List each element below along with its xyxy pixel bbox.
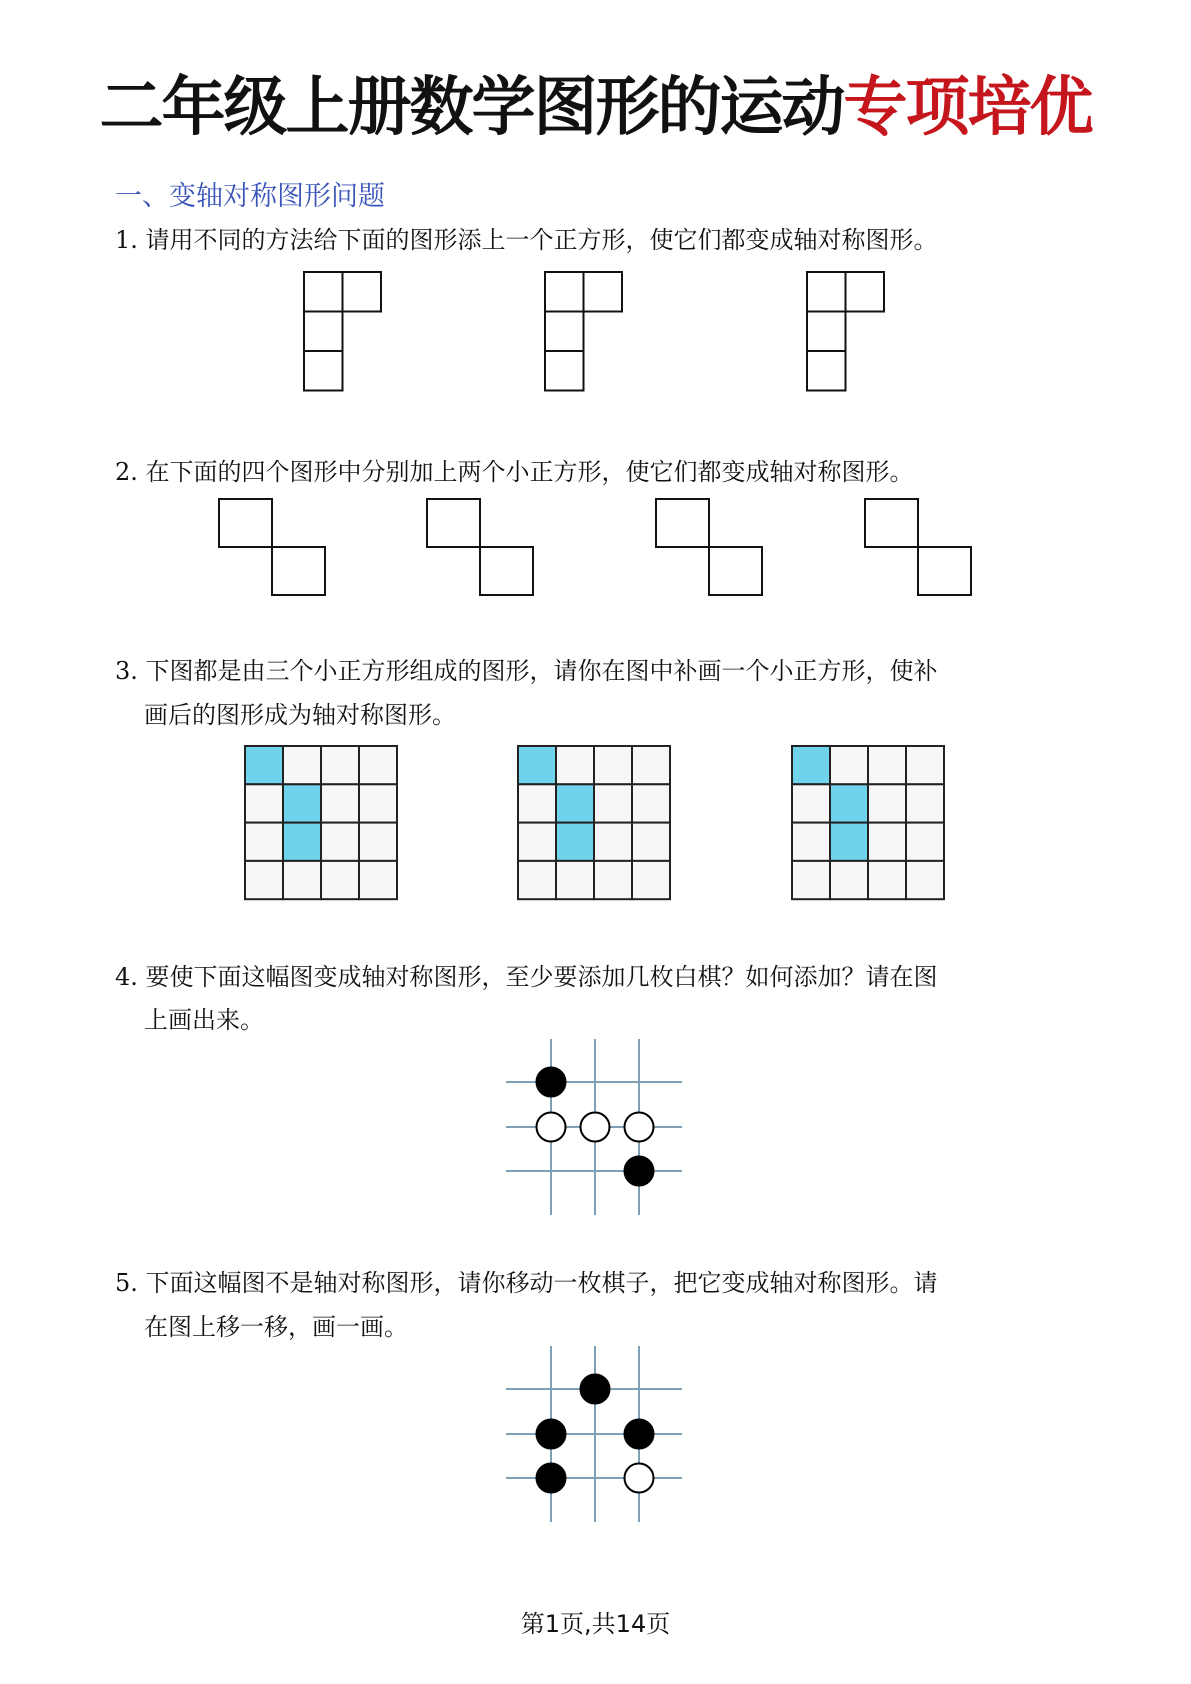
q4-board-black-stone [625,1157,654,1186]
q1-figure-1-square [304,272,343,312]
q2-figure-3-square [656,499,709,547]
q1-figure-3-square [846,272,885,312]
q3-grid-3-shaded-cell [830,784,868,822]
q3-grid-2-shaded-cell [556,784,594,822]
section-heading: 一、变轴对称图形问题 [115,181,385,212]
q3-grid-2-cell [556,746,594,784]
q2-figure-1-square [272,547,325,595]
q3-grid-3-cell [906,784,944,822]
q3-grid-1-cell [283,746,321,784]
q3-grid-2-shaded-cell [518,746,556,784]
q3-grid-1-cell [283,861,321,899]
q3-grid-1-shaded-cell [283,784,321,822]
q3-grid-1-cell [245,823,283,861]
page-number: 第1页,共14页 [520,1610,671,1638]
question-1-text: 1. 请用不同的方法给下面的图形添上一个正方形，使它们都变成轴对称图形。 [115,226,938,254]
q3-grid-2-cell [632,784,670,822]
q3-grid-3-cell [792,823,830,861]
q3-grid-3-shaded-cell [792,746,830,784]
q3-grid-2-cell [518,784,556,822]
q1-figure-1-square [304,312,343,352]
q1-figure-1-square [343,272,382,312]
title-red-part: 专项培优 [843,71,1092,145]
q3-grid-3-cell [868,746,906,784]
q3-grid-1-cell [321,746,359,784]
q1-figure-3-square [807,272,846,312]
q3-grid-2-cell [632,861,670,899]
q4-board-white-stone [625,1113,654,1142]
q5-board-black-stone [537,1464,566,1493]
q5-board-black-stone [581,1375,610,1404]
q3-grid-3-cell [830,746,868,784]
q3-grid-3-cell [792,784,830,822]
q3-grid-1-cell [321,861,359,899]
q2-figure-2-square [427,499,480,547]
q3-grid-1-cell [321,784,359,822]
q5-board-black-stone [537,1420,566,1449]
q1-figure-3-square [807,351,846,391]
question-4-text-cont: 上画出来。 [144,1006,264,1034]
q1-figure-3-square [807,312,846,352]
question-4-text: 4. 要使下面这幅图变成轴对称图形，至少要添加几枚白棋？如何添加？请在图 [115,963,938,991]
q3-grid-3-cell [868,861,906,899]
q3-grid-1-shaded-cell [245,746,283,784]
q2-figure-4-square [918,547,971,595]
q3-grid-2-cell [556,861,594,899]
q3-grid-1-cell [359,746,397,784]
q1-figure-2-square [545,312,584,352]
question-5-text-cont: 在图上移一移，画一画。 [144,1313,408,1341]
q4-board-white-stone [537,1113,566,1142]
q3-grid-2-cell [632,746,670,784]
q3-grid-1-cell [321,823,359,861]
q3-grid-3-cell [830,861,868,899]
q3-grid-2-cell [518,823,556,861]
q3-grid-1-cell [359,823,397,861]
q3-grid-1-shaded-cell [283,823,321,861]
q5-board-white-stone [625,1464,654,1493]
q4-board-black-stone [537,1068,566,1097]
q3-grid-2-cell [594,784,632,822]
q1-figure-2-square [584,272,623,312]
q3-grid-1-cell [245,784,283,822]
q3-grid-2-cell [594,746,632,784]
q3-grid-3-cell [792,861,830,899]
q3-grid-1-cell [245,861,283,899]
question-3-text: 3. 下图都是由三个小正方形组成的图形，请你在图中补画一个小正方形，使补 [115,657,938,685]
q1-figure-1-square [304,351,343,391]
q2-figure-1-square [219,499,272,547]
q3-grid-1-cell [359,861,397,899]
q1-figure-2-square [545,272,584,312]
q3-grid-3-cell [868,823,906,861]
q5-board-black-stone [625,1420,654,1449]
q2-figure-3-square [709,547,762,595]
q3-grid-1-cell [359,784,397,822]
q4-board-white-stone [581,1113,610,1142]
question-2-text: 2. 在下面的四个图形中分别加上两个小正方形，使它们都变成轴对称图形。 [115,458,914,486]
title-black-part: 二年级上册数学图形的运动 [99,71,844,145]
q2-figure-2-square [480,547,533,595]
q2-figure-4-square [865,499,918,547]
question-3-text-cont: 画后的图形成为轴对称图形。 [144,701,456,729]
q3-grid-2-cell [594,823,632,861]
q1-figure-2-square [545,351,584,391]
q3-grid-3-cell [906,823,944,861]
q3-grid-2-cell [518,861,556,899]
q3-grid-2-shaded-cell [556,823,594,861]
q3-grid-3-cell [868,784,906,822]
q3-grid-3-cell [906,861,944,899]
q3-grid-3-shaded-cell [830,823,868,861]
q3-grid-3-cell [906,746,944,784]
q3-grid-2-cell [594,861,632,899]
question-5-text: 5. 下面这幅图不是轴对称图形，请你移动一枚棋子，把它变成轴对称图形。请 [115,1269,938,1297]
q3-grid-2-cell [632,823,670,861]
